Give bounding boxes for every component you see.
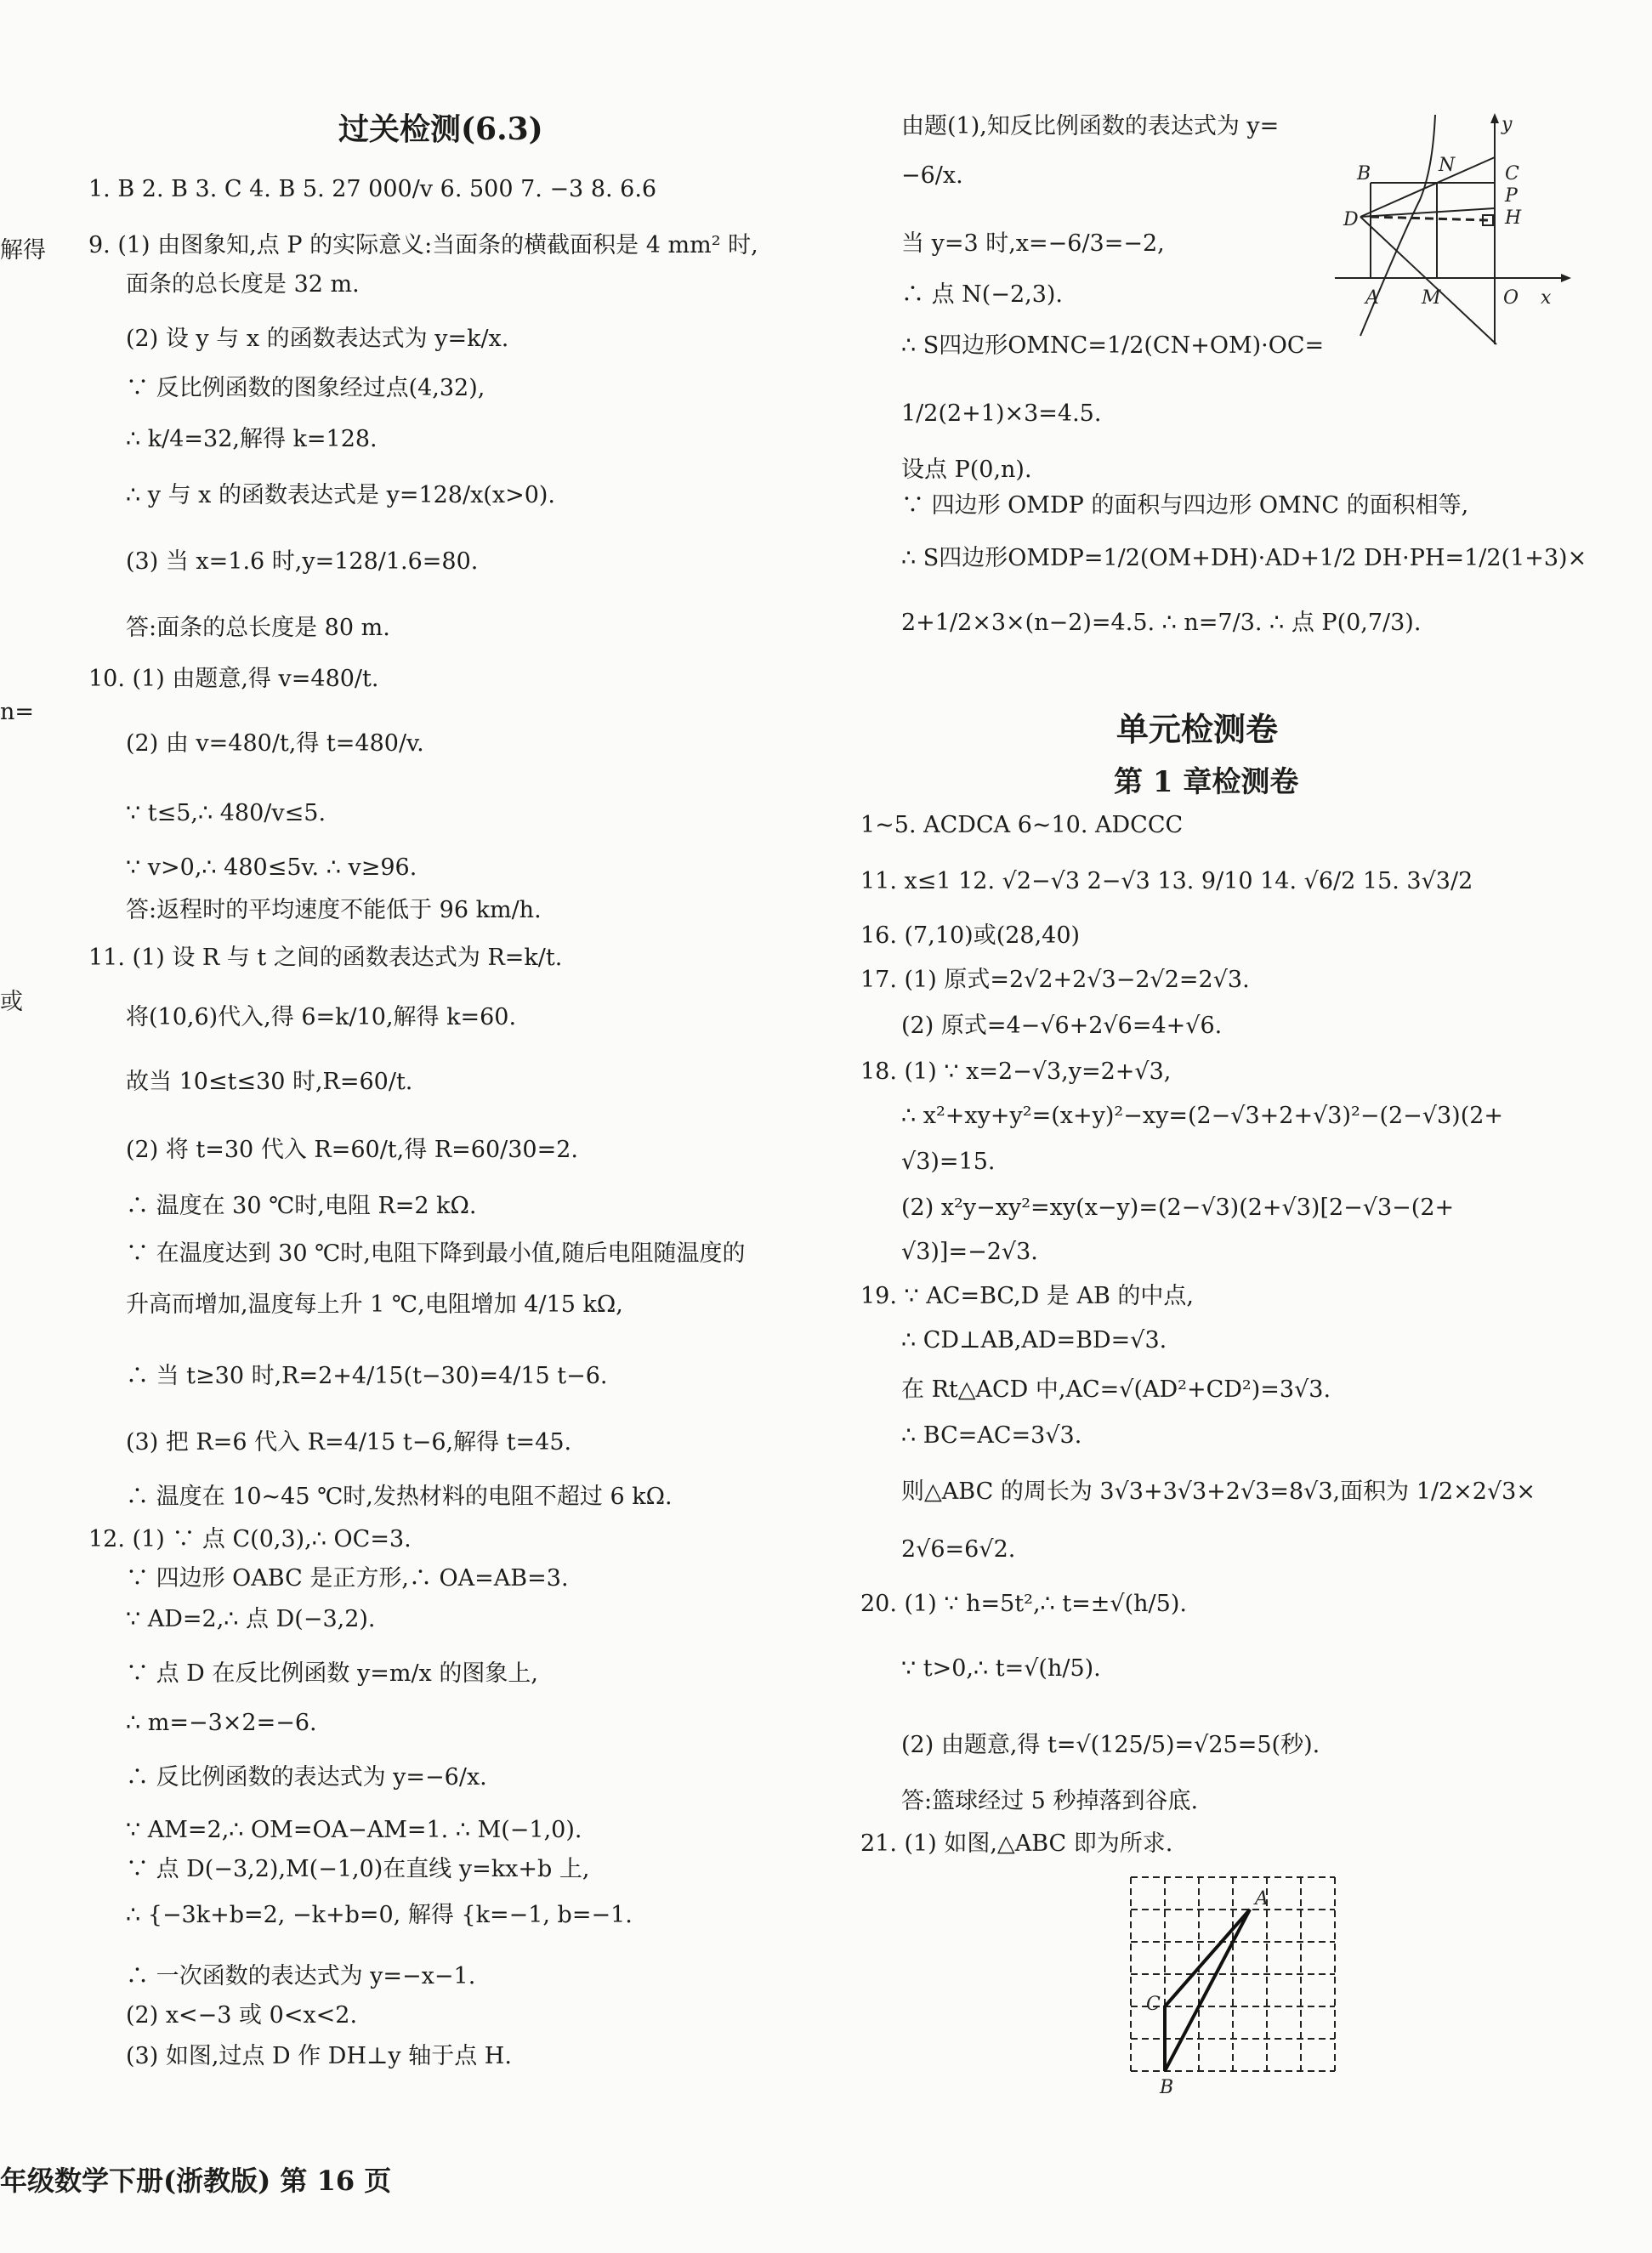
answer-line: 故当 10≤t≤30 时,R=60/t.: [126, 1069, 413, 1095]
answer-line: 设点 P(0,n).: [901, 457, 1032, 483]
answer-line: 答:篮球经过 5 秒掉落到谷底.: [901, 1788, 1199, 1814]
answer-line: ∵ 四边形 OABC 是正方形,∴ OA=AB=3.: [126, 1565, 569, 1592]
answer-line: 9. (1) 由图象知,点 P 的实际意义:当面条的横截面积是 4 mm² 时,: [88, 232, 758, 258]
answer-line: 11. (1) 设 R 与 t 之间的函数表达式为 R=k/t.: [88, 945, 563, 971]
answer-line: (2) 由题意,得 t=√(125/5)=√25=5(秒).: [901, 1732, 1320, 1758]
coordinate-figure: [1326, 106, 1573, 353]
answer-line: ∴ k/4=32,解得 k=128.: [126, 426, 378, 452]
answer-line: ∵ AD=2,∴ 点 D(−3,2).: [126, 1606, 376, 1632]
answer-line: 19. ∵ AC=BC,D 是 AB 的中点,: [860, 1283, 1195, 1309]
answer-line: ∵ 点 D 在反比例函数 y=m/x 的图象上,: [126, 1660, 538, 1687]
answer-line: (2) 将 t=30 代入 R=60/t,得 R=60/30=2.: [126, 1137, 578, 1163]
label-N: N: [1439, 155, 1456, 176]
label-C: C: [1505, 163, 1519, 184]
margin-mark: n=: [0, 699, 35, 725]
answer-line: 20. (1) ∵ h=5t²,∴ t=±√(h/5).: [860, 1591, 1187, 1617]
label-y: y: [1502, 114, 1513, 135]
answer-line: (2) 由 v=480/t,得 t=480/v.: [126, 730, 424, 757]
answer-line: (3) 当 x=1.6 时,y=128/1.6=80.: [126, 548, 479, 575]
answer-line: (2) 原式=4−√6+2√6=4+√6.: [901, 1013, 1223, 1039]
unit-test-title: 单元检测卷: [1116, 710, 1279, 748]
margin-mark: 解得: [0, 237, 46, 264]
label-H: H: [1505, 207, 1522, 229]
label-D: D: [1343, 209, 1359, 230]
answer-line: ∴ 温度在 30 ℃时,电阻 R=2 kΩ.: [126, 1193, 477, 1219]
answer-line: 16. (7,10)或(28,40): [860, 922, 1081, 949]
answer-line: ∵ t≤5,∴ 480/v≤5.: [126, 800, 326, 826]
answer-line: 面条的总长度是 32 m.: [126, 271, 360, 298]
label-A: A: [1255, 1888, 1269, 1910]
answer-line: 18. (1) ∵ x=2−√3,y=2+√3,: [860, 1058, 1172, 1085]
margin-mark: 或: [0, 989, 23, 1015]
answer-line: ∵ 点 D(−3,2),M(−1,0)在直线 y=kx+b 上,: [126, 1856, 590, 1882]
answer-line: 12. (1) ∵ 点 C(0,3),∴ OC=3.: [88, 1526, 412, 1552]
answer-line: ∴ {−3k+b=2, −k+b=0, 解得 {k=−1, b=−1.: [126, 1902, 633, 1928]
section-title: 过关检测(6.3): [338, 111, 543, 147]
answer-line: 在 Rt△ACD 中,AC=√(AD²+CD²)=3√3.: [901, 1376, 1331, 1403]
answer-line: 答:面条的总长度是 80 m.: [126, 615, 390, 641]
label-B: B: [1357, 163, 1371, 184]
answer-line: (3) 如图,过点 D 作 DH⊥y 轴于点 H.: [126, 2043, 512, 2069]
answer-line: 将(10,6)代入,得 6=k/10,解得 k=60.: [126, 1004, 517, 1030]
answer-line: ∴ 反比例函数的表达式为 y=−6/x.: [126, 1764, 487, 1790]
answer-line: (3) 把 R=6 代入 R=4/15 t−6,解得 t=45.: [126, 1429, 572, 1456]
answer-line: 1~5. ACDCA 6~10. ADCCC: [860, 812, 1184, 838]
answer-line: ∴ BC=AC=3√3.: [901, 1422, 1082, 1449]
label-C: C: [1146, 1994, 1161, 2015]
chapter-title: 第 1 章检测卷: [1114, 765, 1299, 799]
answer-line: ∴ y 与 x 的函数表达式是 y=128/x(x>0).: [126, 482, 555, 508]
label-M: M: [1422, 287, 1441, 309]
answer-line: 21. (1) 如图,△ABC 即为所求.: [860, 1830, 1173, 1857]
answer-line: ∵ v>0,∴ 480≤5v. ∴ v≥96.: [126, 854, 417, 881]
answer-line: 1/2(2+1)×3=4.5.: [901, 400, 1102, 427]
label-O: O: [1503, 287, 1519, 309]
answer-line: ∴ 温度在 10~45 ℃时,发热材料的电阻不超过 6 kΩ.: [126, 1484, 673, 1510]
label-x: x: [1541, 287, 1552, 309]
page-footer: 年级数学下册(浙教版) 第 16 页: [0, 2165, 392, 2197]
answer-line: 由题(1),知反比例函数的表达式为 y=: [901, 113, 1280, 139]
answer-line: 2√6=6√2.: [901, 1536, 1016, 1563]
answer-line: 1. B 2. B 3. C 4. B 5. 27 000/v 6. 500 7. −3 8. 6.6: [88, 176, 657, 202]
answer-line: ∴ CD⊥AB,AD=BD=√3.: [901, 1327, 1167, 1354]
answer-line: ∵ t>0,∴ t=√(h/5).: [901, 1655, 1101, 1682]
answer-line: ∴ 当 t≥30 时,R=2+4/15(t−30)=4/15 t−6.: [126, 1363, 608, 1389]
answer-line: 2+1/2×3×(n−2)=4.5. ∴ n=7/3. ∴ 点 P(0,7/3).: [901, 610, 1422, 636]
answer-line: −6/x.: [901, 162, 963, 189]
answer-line: 11. x≤1 12. √2−√3 2−√3 13. 9/10 14. √6/2 15. 3√3/2: [860, 868, 1473, 894]
answer-line: ∵ 在温度达到 30 ℃时,电阻下降到最小值,随后电阻随温度的: [126, 1240, 746, 1267]
answer-line: ∴ m=−3×2=−6.: [126, 1710, 317, 1736]
answer-line: (2) 设 y 与 x 的函数表达式为 y=k/x.: [126, 326, 509, 352]
answer-line: ∴ S四边形OMNC=1/2(CN+OM)·OC=: [901, 332, 1325, 359]
answer-line: 17. (1) 原式=2√2+2√3−2√2=2√3.: [860, 967, 1250, 993]
answer-line: 则△ABC 的周长为 3√3+3√3+2√3=8√3,面积为 1/2×2√3×: [901, 1478, 1536, 1505]
answer-line: (2) x<−3 或 0<x<2.: [126, 2002, 358, 2029]
answer-line: √3)]=−2√3.: [901, 1239, 1038, 1265]
answer-line: 10. (1) 由题意,得 v=480/t.: [88, 666, 379, 692]
label-B: B: [1160, 2077, 1174, 2098]
answer-line: ∵ AM=2,∴ OM=OA−AM=1. ∴ M(−1,0).: [126, 1817, 582, 1843]
answer-line: √3)=15.: [901, 1149, 996, 1175]
answer-line: ∵ 反比例函数的图象经过点(4,32),: [126, 375, 485, 401]
answer-line: ∴ 点 N(−2,3).: [901, 281, 1064, 308]
answer-line: 答:返程时的平均速度不能低于 96 km/h.: [126, 897, 542, 923]
answer-line: ∴ S四边形OMDP=1/2(OM+DH)·AD+1/2 DH·PH=1/2(1+3)×: [901, 545, 1587, 571]
grid-triangle-figure: [1122, 1870, 1343, 2100]
answer-line: (2) x²y−xy²=xy(x−y)=(2−√3)(2+√3)[2−√3−(2+: [901, 1195, 1455, 1221]
answer-line: ∵ 四边形 OMDP 的面积与四边形 OMNC 的面积相等,: [901, 492, 1469, 519]
answer-line: 当 y=3 时,x=−6/3=−2,: [901, 230, 1165, 257]
label-P: P: [1505, 185, 1518, 207]
answer-line: ∴ 一次函数的表达式为 y=−x−1.: [126, 1963, 476, 1989]
answer-line: ∴ x²+xy+y²=(x+y)²−xy=(2−√3+2+√3)²−(2−√3)(2+: [901, 1103, 1504, 1129]
answer-line: 升高而增加,温度每上升 1 ℃,电阻增加 4/15 kΩ,: [126, 1291, 623, 1318]
label-A: A: [1365, 287, 1379, 309]
